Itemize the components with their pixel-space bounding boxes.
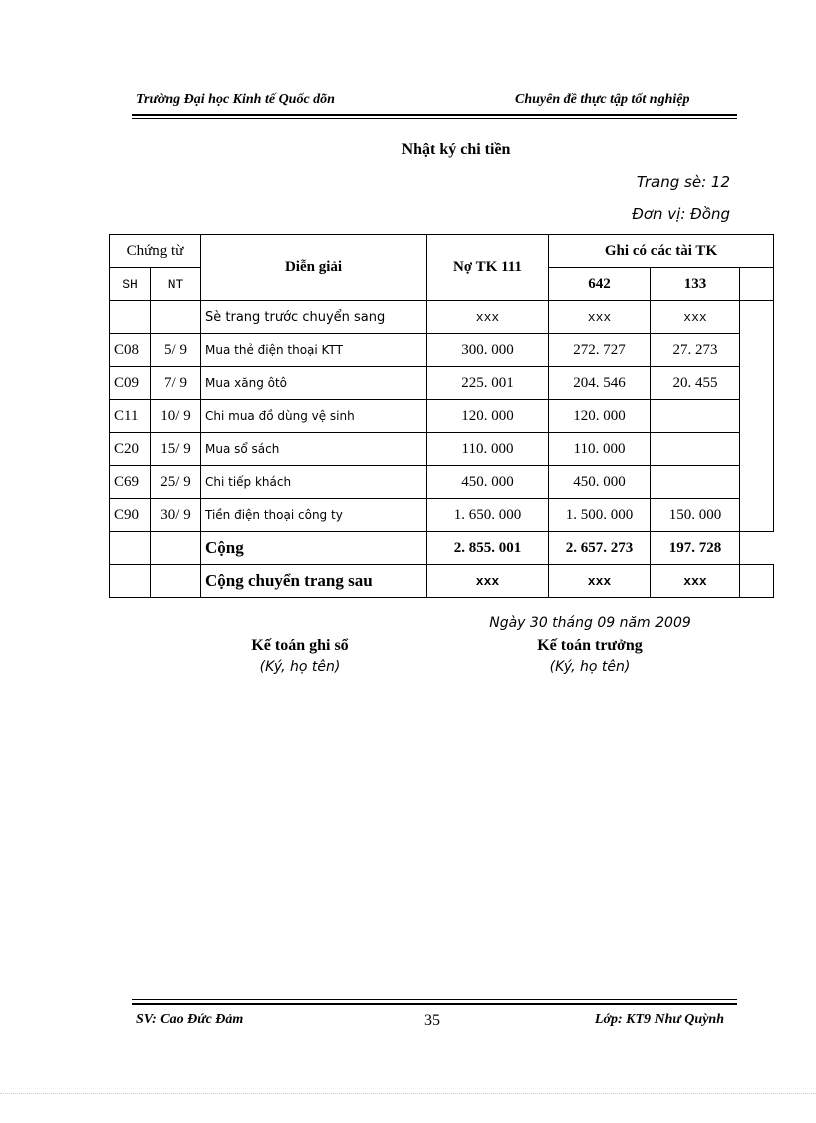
c133-cell (651, 466, 740, 499)
nt-cell: 15/ 9 (151, 433, 201, 466)
description-header: Diễn giải (201, 235, 427, 301)
cash-journal-table (109, 234, 774, 598)
table-row (110, 499, 774, 532)
desc-cell: Sè trang trước chuyển sang (201, 301, 427, 334)
desc-cell: Tiền điện thoại công ty (201, 499, 427, 532)
nt-cell: 25/ 9 (151, 466, 201, 499)
footer-student: SV: Cao Đức Đảm (136, 1012, 244, 1027)
total-c642: 2. 657. 273 (549, 532, 651, 565)
desc-cell: Mua xăng ôtô (201, 367, 427, 400)
signer-left-note: (Ký, họ tên) (259, 659, 341, 675)
debit-cell: 120. 000 (427, 400, 549, 433)
c642-cell: 110. 000 (549, 433, 651, 466)
nt-cell: 5/ 9 (151, 334, 201, 367)
c642-cell: 450. 000 (549, 466, 651, 499)
c642-cell: 1. 500. 000 (549, 499, 651, 532)
footer-rule-thin (132, 999, 737, 1000)
blank-cell (740, 565, 774, 598)
table-total-row (110, 532, 774, 565)
table-row (110, 466, 774, 499)
total-label: Cộng (201, 532, 427, 565)
credit-group-header: Ghi có các tài TK (549, 235, 774, 268)
sh-cell: C90 (110, 499, 151, 532)
acc642-header: 642 (549, 268, 651, 301)
signer-left-title: Kế toán ghi sổ (251, 637, 349, 654)
footer-page-number: 35 (424, 1012, 440, 1029)
footer-class: Lớp: KT9 Như Quỳnh (594, 1012, 724, 1027)
unit-label: Đơn vị: Đồng (632, 205, 730, 223)
debit-header: Nợ TK 111 (427, 235, 549, 301)
sh-cell: C08 (110, 334, 151, 367)
page-title: Nhật ký chi tiền (401, 141, 511, 158)
total-debit: 2. 855. 001 (427, 532, 549, 565)
c133-cell: 27. 273 (651, 334, 740, 367)
debit-cell: 110. 000 (427, 433, 549, 466)
table-row-carried-in (110, 301, 774, 334)
signer-right-note: (Ký, họ tên) (549, 659, 631, 675)
blank-header (740, 268, 774, 301)
debit-cell: 225. 001 (427, 367, 549, 400)
c133-cell: xxx (651, 301, 740, 334)
sh-header: SH (110, 268, 151, 301)
acc133-header: 133 (651, 268, 740, 301)
sh-cell: C11 (110, 400, 151, 433)
total-c133: 197. 728 (651, 532, 740, 565)
voucher-header: Chứng từ (110, 235, 201, 268)
c133-cell (651, 400, 740, 433)
sh-cell: C69 (110, 466, 151, 499)
blank-column (740, 301, 774, 532)
c642-cell: 120. 000 (549, 400, 651, 433)
desc-cell: Mua sổ sách (201, 433, 427, 466)
signer-right-title: Kế toán trưởng (537, 637, 643, 654)
c133-cell (651, 433, 740, 466)
footer-rule (132, 1003, 737, 1005)
debit-cell: 300. 000 (427, 334, 549, 367)
table-carried-out-row (110, 565, 774, 598)
c642-cell: 272. 727 (549, 334, 651, 367)
carried-out-c133: xxx (651, 565, 740, 598)
c642-cell: xxx (549, 301, 651, 334)
desc-cell: Chi tiếp khách (201, 466, 427, 499)
debit-cell: 450. 000 (427, 466, 549, 499)
desc-cell: Chi mua đồ dùng vệ sinh (201, 400, 427, 433)
table-row (110, 334, 774, 367)
debit-cell: xxx (427, 301, 549, 334)
nt-cell: 30/ 9 (151, 499, 201, 532)
c133-cell: 150. 000 (651, 499, 740, 532)
debit-cell: 1. 650. 000 (427, 499, 549, 532)
nt-cell: 7/ 9 (151, 367, 201, 400)
nt-cell: 10/ 9 (151, 400, 201, 433)
c642-cell: 204. 546 (549, 367, 651, 400)
header-rule (132, 114, 737, 116)
signature-date: Ngày 30 tháng 09 năm 2009 (489, 615, 691, 631)
c133-cell: 20. 455 (651, 367, 740, 400)
table-row (110, 433, 774, 466)
carried-out-label: Cộng chuyển trang sau (201, 565, 427, 598)
header-rule-thin (132, 118, 737, 119)
page-bottom-border (0, 1093, 816, 1094)
table-row (110, 400, 774, 433)
sh-cell: C09 (110, 367, 151, 400)
desc-cell: Mua thẻ điện thoại KTT (201, 334, 427, 367)
page-number-label: Trang sè: 12 (636, 173, 730, 191)
sh-cell: C20 (110, 433, 151, 466)
table-row (110, 367, 774, 400)
header-right: Chuyên đề thực tập tốt nghiệp (515, 92, 690, 107)
carried-out-c642: xxx (549, 565, 651, 598)
nt-header: NT (151, 268, 201, 301)
table-header-row (110, 235, 774, 268)
header-left: Trường Đại học Kinh tế Quốc dõn (136, 92, 335, 107)
carried-out-debit: xxx (427, 565, 549, 598)
